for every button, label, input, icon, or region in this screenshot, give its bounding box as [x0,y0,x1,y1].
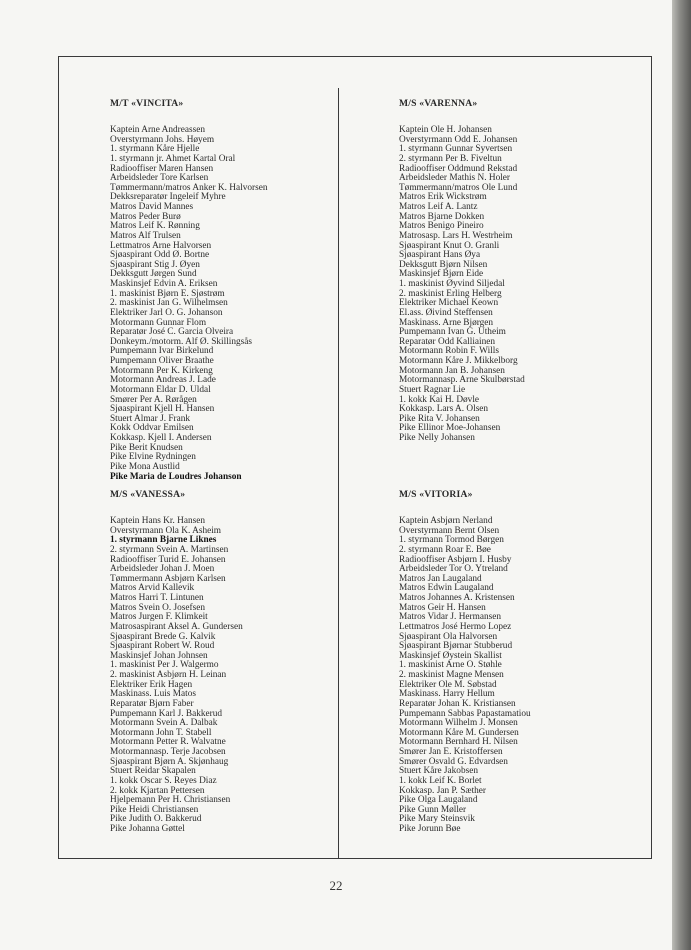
crew-entry: Smører Osvald G. Edvardsen [399,756,508,767]
crew-entry: 1. maskinist Bjørn E. Sjøstrøm [110,288,225,299]
crew-entry: Motormann Bernhard H. Nilsen [399,737,518,748]
crew-entry: Radiooffiser Maren Hansen [110,163,214,174]
crew-entry: Motormannasp. Arne Skulbørstad [399,375,525,386]
crew-entry: Sjøaspirant Robert W. Roud [110,641,215,652]
crew-entry: Reparatør José C. Garcia Olveira [110,327,234,338]
crew-entry: Maskinsjef Edvin A. Eriksen [110,279,218,289]
crew-entry: Matros Benigo Pineiro [399,221,484,232]
crew-entry: Matros Geir H. Hansen [399,602,486,613]
crew-entry: Overstyrmann Odd E. Johansen [399,134,518,145]
crew-entry: Kokkasp. Jan P. Sæther [399,785,487,796]
crew-entry: Pike Judith O. Bakkerud [110,814,202,825]
crew-entry: 2. maskinist Erling Helberg [399,288,502,299]
crew-entry: Matros Leif K. Rønning [110,221,200,232]
crew-entry: Kaptein Asbjørn Nerland [399,516,493,526]
crew-entry: Tømmermann Asbjørn Karlsen [110,573,226,584]
crew-entry: Stuert Kåre Jakobsen [399,766,479,777]
crew-entry: Matros Peder Burø [110,211,181,222]
crew-entry: Kaptein Arne Andreassen [110,125,206,135]
crew-entry: Sjøaspirant Bjørnar Stubberud [399,641,513,652]
ship-section-vanessa [110,489,340,835]
crew-entry: Pumpemann Oliver Braathe [110,356,214,366]
crew-entry: Elektriker Ole M. Søbstad [399,679,497,690]
crew-entry: 1. styrmann Kåre Hjelle [110,144,200,155]
crew-entry: Pike Maria de Loudres Johanson [110,471,242,482]
crew-entry: Pumpemann Sabbas Papastamatiou [399,708,531,719]
crew-entry: Sjøaspirant Bjørn A. Skjønhaug [110,756,229,767]
crew-entry: Motormann Robin F. Wills [399,346,499,357]
crew-entry: Motormann Kåre J. Mikkelborg [399,356,518,366]
ship-section-vincita [110,98,340,482]
crew-entry: Sjøaspirant Hans Øya [399,250,481,261]
crew-entry: Matros Edwin Laugaland [399,583,494,594]
crew-entry: Pike Berit Knudsen [110,442,183,453]
crew-entry: Motormann Svein A. Dalbak [110,718,218,729]
crew-entry: Reparatør Johan K. Kristiansen [399,698,516,709]
crew-entry: 1. kokk Oscar S. Reyes Diaz [110,775,217,786]
crew-entry: Dekksreparatør Ingeleif Myhre [110,192,226,203]
crew-entry: Radiooffiser Oddmund Rekstad [399,163,518,174]
crew-entry: 2. styrmann Per B. Fiveltun [399,153,502,164]
crew-entry: 1. maskinist Arne O. Støhle [399,660,502,671]
crew-entry: 2. maskinist Jan G. Wilhelmsen [110,298,228,309]
crew-entry: 2. kokk Kjartan Pettersen [110,785,205,796]
crew-entry: Reparatør Bjørn Faber [110,698,194,709]
crew-entry: 1. styrmann Bjarne Liknes [110,535,217,546]
crew-entry: Pike Gunn Møller [399,804,467,815]
crew-entry: Donkeym./motorm. Alf Ø. Skillingsås [110,336,253,347]
crew-entry: Pike Elvine Rydningen [110,452,196,463]
crew-entry: Overstyrmann Bernt Olsen [399,525,500,536]
crew-entry: Pumpemann Ivan G. Utheim [399,327,506,338]
crew-entry: Elektriker Michael Keown [399,298,499,309]
crew-entry: Sjøaspirant Kjell H. Hansen [110,404,215,415]
crew-entry: Pike Olga Laugaland [399,795,478,806]
crew-entry: Dekksgutt Bjørn Nilsen [399,259,488,270]
crew-entry: Maskinass. Arne Bjørgen [399,317,494,328]
crew-entry: Kaptein Hans Kr. Hansen [110,516,206,526]
crew-entry: Kokkasp. Lars A. Olsen [399,404,489,415]
page-number: 22 [329,878,343,893]
crew-entry: Arbeidsleder Mathis N. Holer [399,173,511,184]
crew-entry: Pike Rita V. Johansen [399,413,480,424]
crew-entry: Matros Jan Laugaland [399,573,482,584]
crew-entry: 1. kokk Kai H. Døvle [399,394,480,405]
crew-entry: 2. maskinist Magne Mensen [399,670,504,680]
crew-entry: 1. maskinist Per J. Walgermo [110,660,219,671]
crew-list [399,517,629,835]
crew-entry: Sjøaspirant Knut O. Granli [399,240,500,251]
crew-entry: Motormann Per K. Kirkeng [110,365,213,376]
crew-entry: 1. maskinist Øyvind Siljedal [399,279,505,289]
crew-entry: 2. styrmann Roar E. Bøe [399,544,491,555]
crew-list [110,126,340,482]
crew-entry: Motormann Petter R. Walvatne [110,737,226,748]
crew-entry: 1. styrmann jr. Ahmet Kartal Oral [110,153,236,164]
crew-entry: Kaptein Ole H. Johansen [399,125,492,135]
crew-entry: Motormann Kåre M. Gundersen [399,727,519,738]
crew-entry: Sjøaspirant Ola Halvorsen [399,631,498,642]
crew-entry: Matros Erik Wickstrøm [399,192,487,203]
crew-entry: Motormann Wilhelm J. Monsen [399,718,518,729]
crew-entry: Matros Bjarne Dokken [399,211,485,222]
crew-entry: Pumpemann Ivar Birkelund [110,346,214,357]
crew-entry: Pike Mona Austlid [110,461,180,472]
crew-entry: Smører Per A. Rørågen [110,394,197,405]
binding-edge [672,0,691,950]
crew-entry: Hjelpemann Per H. Christiansen [110,795,231,806]
crew-entry: Sjøaspirant Odd Ø. Bortne [110,250,210,261]
crew-list [110,517,340,835]
ship-heading: M/S «VANESSA» [110,489,186,500]
crew-entry: Matrosasp. Lars H. Westrheim [399,230,513,241]
crew-entry: Overstyrmann Ola K. Asheim [110,525,222,536]
crew-entry: El.ass. Øivind Steffensen [399,307,493,318]
ship-heading: M/S «VARENNA» [399,98,478,109]
crew-entry: Kokk Oddvar Emilsen [110,423,194,434]
crew-entry: Arbeidsleder Tor O. Ytreland [399,564,508,575]
crew-entry: 2. styrmann Svein A. Martinsen [110,544,229,555]
crew-entry: Dekksgutt Jørgen Sund [110,269,197,280]
ship-section-vitoria [399,489,629,835]
crew-entry: Pike Mary Steinsvik [399,814,475,825]
crew-entry: Matrosaspirant Aksel A. Gundersen [110,621,243,632]
crew-entry: Elektriker Jarl O. G. Johanson [110,307,223,318]
crew-entry: Tømmermann/matros Anker K. Halvorsen [110,182,268,193]
crew-entry: Tømmermann/matros Ole Lund [399,182,518,193]
crew-entry: Matros Vidar J. Hermansen [399,612,502,623]
crew-entry: Sjøaspirant Stig J. Øyen [110,259,200,270]
crew-entry: Pike Nelly Johansen [399,433,475,443]
crew-entry: Lettmatros Arne Halvorsen [110,240,212,251]
crew-entry: Pike Jorunn Bøe [399,824,461,834]
crew-entry: Reparatør Odd Kalliainen [399,336,496,347]
crew-entry: Stuert Reidar Skapalen [110,766,196,777]
crew-entry: Matros David Mannes [110,202,194,212]
crew-entry: 1. styrmann Gunnar Syvertsen [399,144,513,155]
crew-entry: Motormann John T. Stabell [110,727,212,738]
crew-entry: Radiooffiser Turid E. Johansen [110,554,226,565]
crew-entry: Overstyrmann Johs. Høyem [110,134,215,145]
crew-entry: Matros Jurgen F. Klimkeit [110,612,208,623]
crew-entry: Elektriker Erik Hagen [110,679,193,690]
crew-entry: Maskinsjef Johan Johnsen [110,650,208,661]
crew-entry: 2. maskinist Asbjørn H. Leinan [110,670,227,680]
crew-entry: Arbeidsleder Johan J. Moen [110,564,215,575]
crew-entry: Motormann Jan B. Johansen [399,365,505,376]
crew-entry: Matros Harri T. Lintunen [110,593,204,603]
crew-entry: Motormann Eldar D. Uldal [110,384,211,395]
crew-entry: Lettmatros José Hermo Lopez [399,621,512,632]
crew-entry: Matros Svein O. Josefsen [110,602,206,613]
crew-entry: Maskinsjef Bjørn Eide [399,269,484,280]
crew-entry: Matros Alf Trulsen [110,230,181,241]
crew-entry: Stuert Ragnar Lie [399,384,466,395]
crew-entry: Matros Johannes A. Kristensen [399,593,515,603]
crew-entry: Pike Johanna Gøttel [110,824,185,834]
crew-entry: Stuert Almar J. Frank [110,413,191,424]
crew-entry: Smører Jan E. Kristoffersen [399,747,503,757]
crew-entry: Pumpemann Karl J. Bakkerud [110,708,223,719]
crew-entry: Maskinsjef Øystein Skallist [399,650,502,661]
crew-entry: Pike Heidi Christiansen [110,804,199,815]
ship-section-varenna [399,98,629,444]
crew-entry: Sjøaspirant Brede G. Kalvik [110,631,216,642]
crew-entry: Radiooffiser Asbjørn I. Husby [399,554,512,565]
ship-heading: M/S «VITORIA» [399,489,473,500]
crew-entry: Motormannasp. Terje Jacobsen [110,747,226,757]
crew-entry: Arbeidsleder Tore Karlsen [110,173,209,184]
crew-entry: Matros Arvid Kallevik [110,583,195,594]
crew-entry: Maskinass. Harry Hellum [399,689,495,700]
crew-entry: 1. styrmann Tormod Børgen [399,535,504,546]
crew-entry: Motormann Andreas J. Lade [110,375,216,386]
crew-list [399,126,629,444]
crew-entry: Maskinass. Luis Matos [110,689,196,700]
crew-entry: Matros Leif A. Lantz [399,202,478,212]
ship-heading: M/T «VINCITA» [110,98,184,109]
crew-entry: Kokkasp. Kjell I. Andersen [110,433,212,443]
crew-entry: 1. kokk Leif K. Borlet [399,775,482,786]
crew-entry: Motormann Gunnar Flom [110,317,207,328]
crew-entry: Pike Ellinor Moe-Johansen [399,423,501,434]
